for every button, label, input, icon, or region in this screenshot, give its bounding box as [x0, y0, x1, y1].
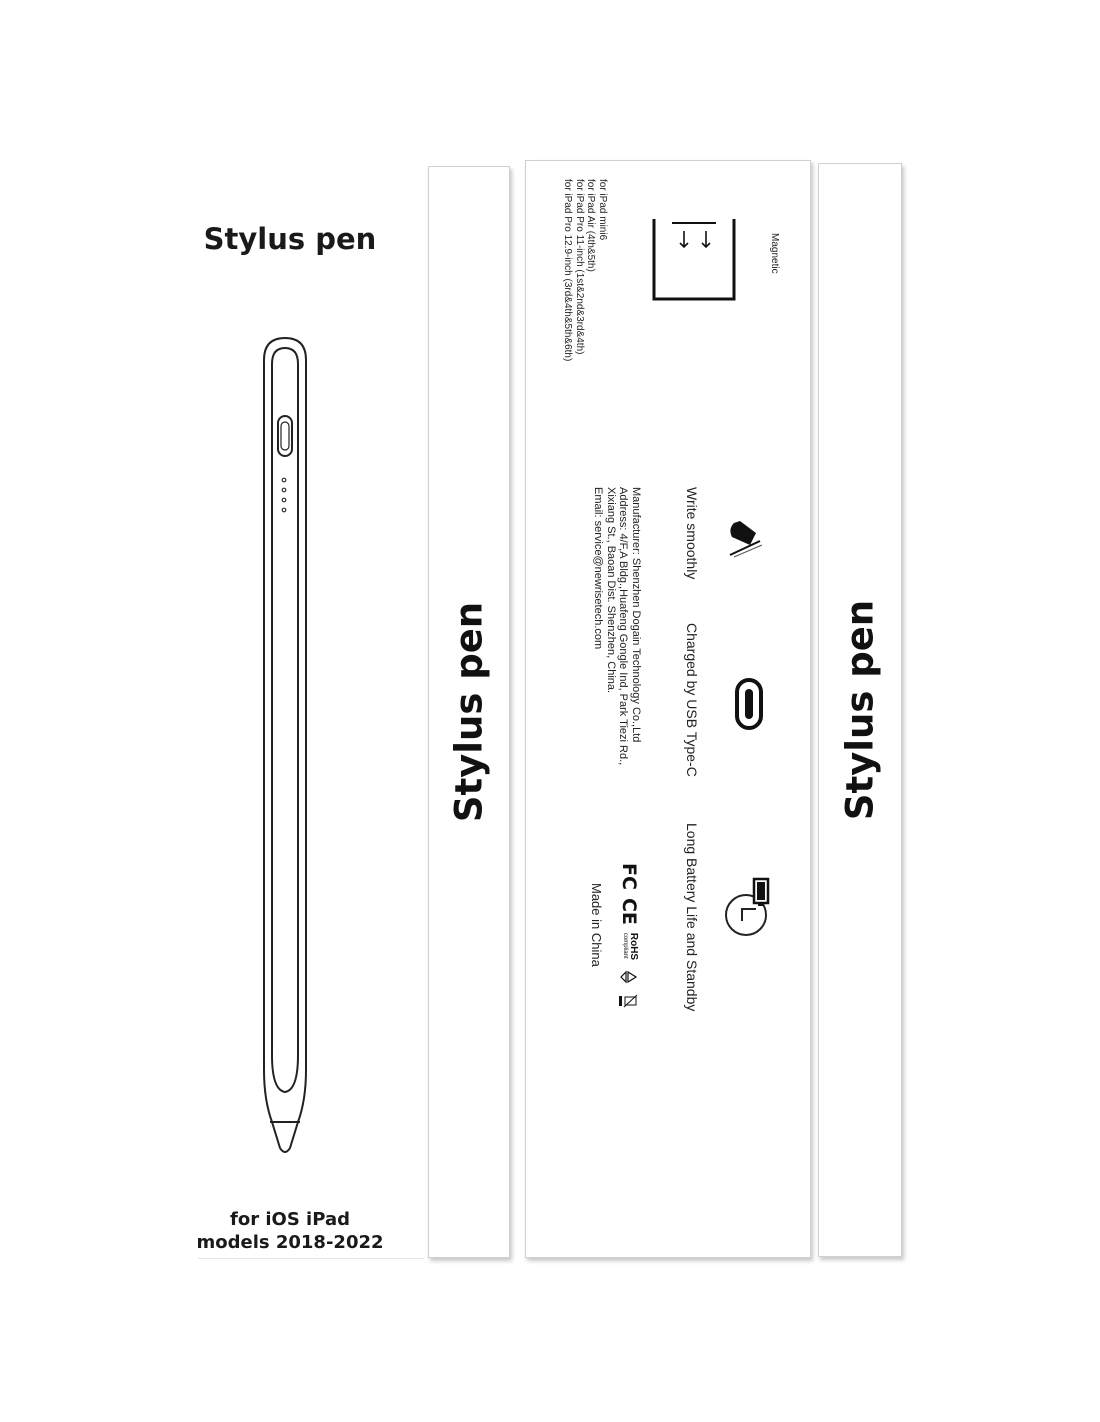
side-left-title: Stylus pen — [447, 601, 491, 823]
compat-list — [562, 179, 608, 361]
box-back — [525, 160, 811, 1258]
feature-label-battery: Long Battery Life and Standby — [684, 823, 700, 1012]
manufacturer-info — [592, 487, 642, 765]
front-subtitle — [180, 1208, 400, 1254]
divider — [198, 1258, 424, 1259]
box-side-right — [818, 163, 902, 1257]
manufacturer-line: Manufacturer: Shenzhen Dogain Technology Co.,Ltd — [630, 487, 642, 743]
battery-clock-icon — [720, 871, 776, 943]
compat-item: for iPad Air (4th&5th) — [585, 179, 597, 272]
manufacturer-line: Email: service@newrisetech.com — [592, 487, 605, 650]
feature-label-usbc: Charged by USB Type-C — [684, 623, 700, 777]
manufacturer-line: Address: 4/F,A Bldg.,Huafeng Gongle Ind, Park Tiezi Rd., — [617, 487, 630, 766]
front-title: Stylus pen — [203, 222, 377, 256]
compat-item: for iPad Pro 11-inch (1st&2nd&3rd&4th) — [574, 179, 585, 355]
certification-marks — [618, 863, 640, 1008]
magnetic-label: Magnetic — [769, 233, 780, 274]
magnetic-attach-icon — [644, 219, 744, 331]
back-content — [526, 161, 810, 1257]
recycle-icon — [620, 968, 638, 986]
rohs-sub: compliant — [622, 932, 628, 959]
rohs-text: RoHS — [628, 932, 639, 961]
compat-item: for iPad Pro 12.9-inch (3rd&4th&5th&6th) — [562, 179, 574, 362]
feature-label-write: Write smoothly — [684, 487, 700, 580]
compat-item: for iPad mini6 — [597, 179, 608, 241]
manufacturer-line: Xixiang St., Baoan Dist. Shenzhen, China. — [605, 487, 617, 694]
rohs-logo — [620, 933, 638, 960]
ce-logo: CE — [618, 897, 640, 925]
stylus-pen-illustration — [240, 330, 330, 1160]
front-subtitle-line2: models 2018-2022 — [196, 1232, 384, 1253]
pen-writing-icon — [720, 511, 770, 561]
weee-bin-icon — [619, 994, 639, 1008]
box-side-left — [428, 166, 510, 1258]
made-in-china: Made in China — [589, 883, 604, 967]
fcc-logo: FC — [618, 863, 640, 890]
usb-c-port-icon — [726, 677, 770, 731]
side-right-title: Stylus pen — [838, 599, 882, 821]
front-subtitle-line1: for iOS iPad — [230, 1209, 350, 1230]
